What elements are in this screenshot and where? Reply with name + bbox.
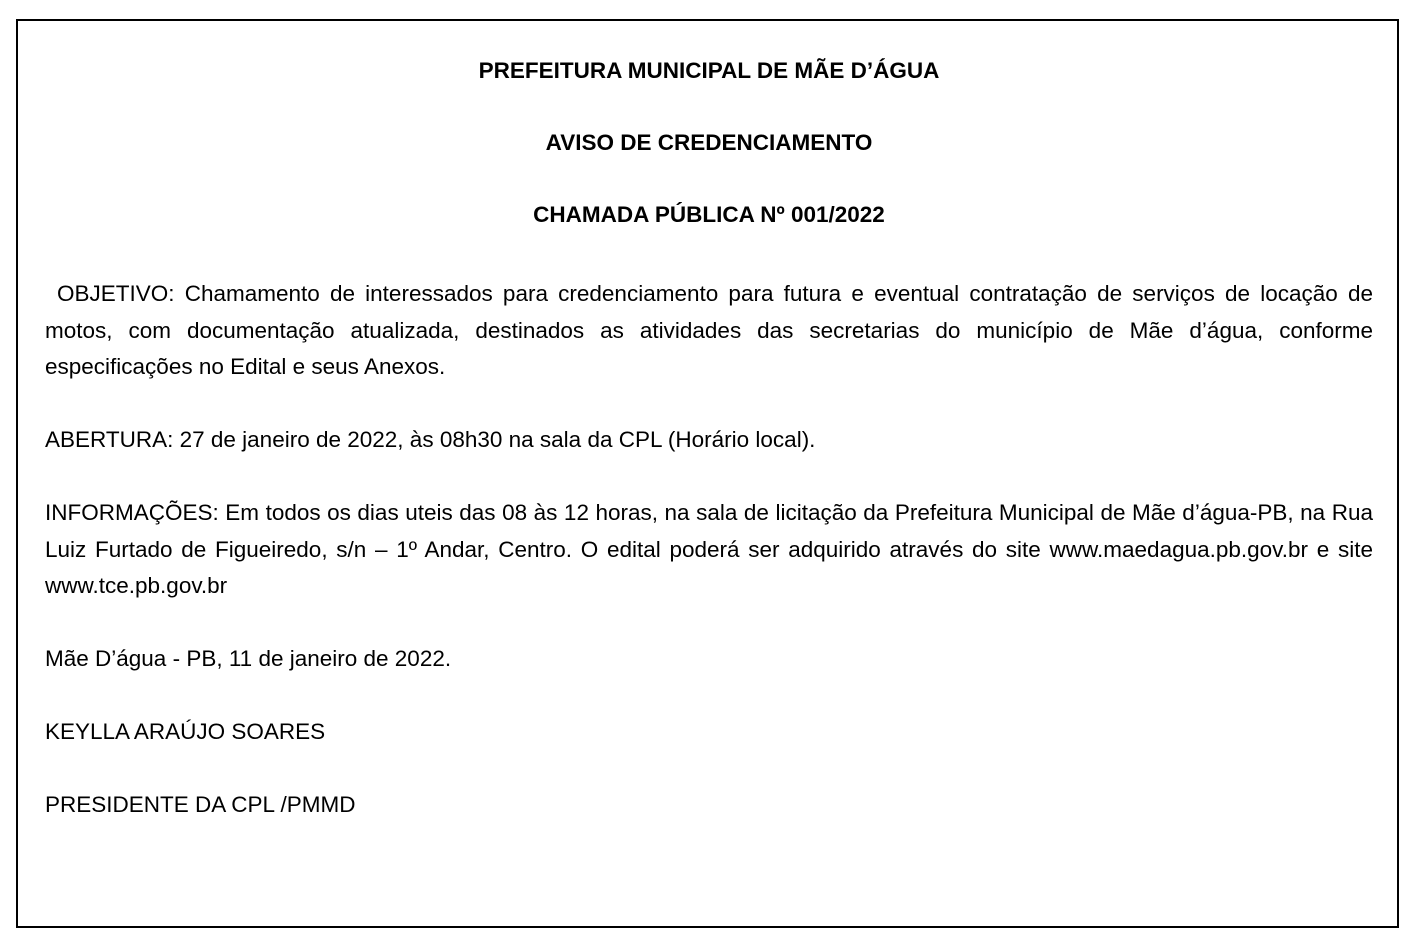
- public-call-heading: CHAMADA PÚBLICA Nº 001/2022: [533, 202, 885, 227]
- objective-paragraph: [45, 276, 1373, 386]
- opening-paragraph: ABERTURA: 27 de janeiro de 2022, às 08h30 na sala da CPL (Horário local).: [45, 427, 816, 452]
- notice-document: [45, 56, 1373, 860]
- signatory-name: KEYLLA ARAÚJO SOARES: [45, 719, 326, 744]
- information-paragraph: INFORMAÇÕES: Em todos os dias uteis das 08 às 12 horas, na sala de licitação da Prefeitura Municipal de Mãe d’água-PB, na Rua Luiz Furtado de Figueiredo, s/n – 1º Andar, Centro. O edital poderá ser adquirido através do site www.maedagua.pb.gov.br e site www.tce.pb.gov.br: [45, 500, 1373, 598]
- notice-type-heading: AVISO DE CREDENCIAMENTO: [545, 130, 873, 155]
- signatory-title: PRESIDENTE DA CPL /PMMD: [45, 792, 356, 817]
- place-date: Mãe D’água - PB, 11 de janeiro de 2022.: [45, 646, 452, 671]
- objective-text: OBJETIVO: Chamamento de interessados para credenciamento para futura e eventual contratação de serviços de locação de motos, com documentação atualizada, destinados as atividades das secretarias do município de Mãe d’água, conforme especificações no Edital e seus Anexos.: [45, 281, 1373, 379]
- municipality-heading: PREFEITURA MUNICIPAL DE MÃE D’ÁGUA: [478, 58, 940, 83]
